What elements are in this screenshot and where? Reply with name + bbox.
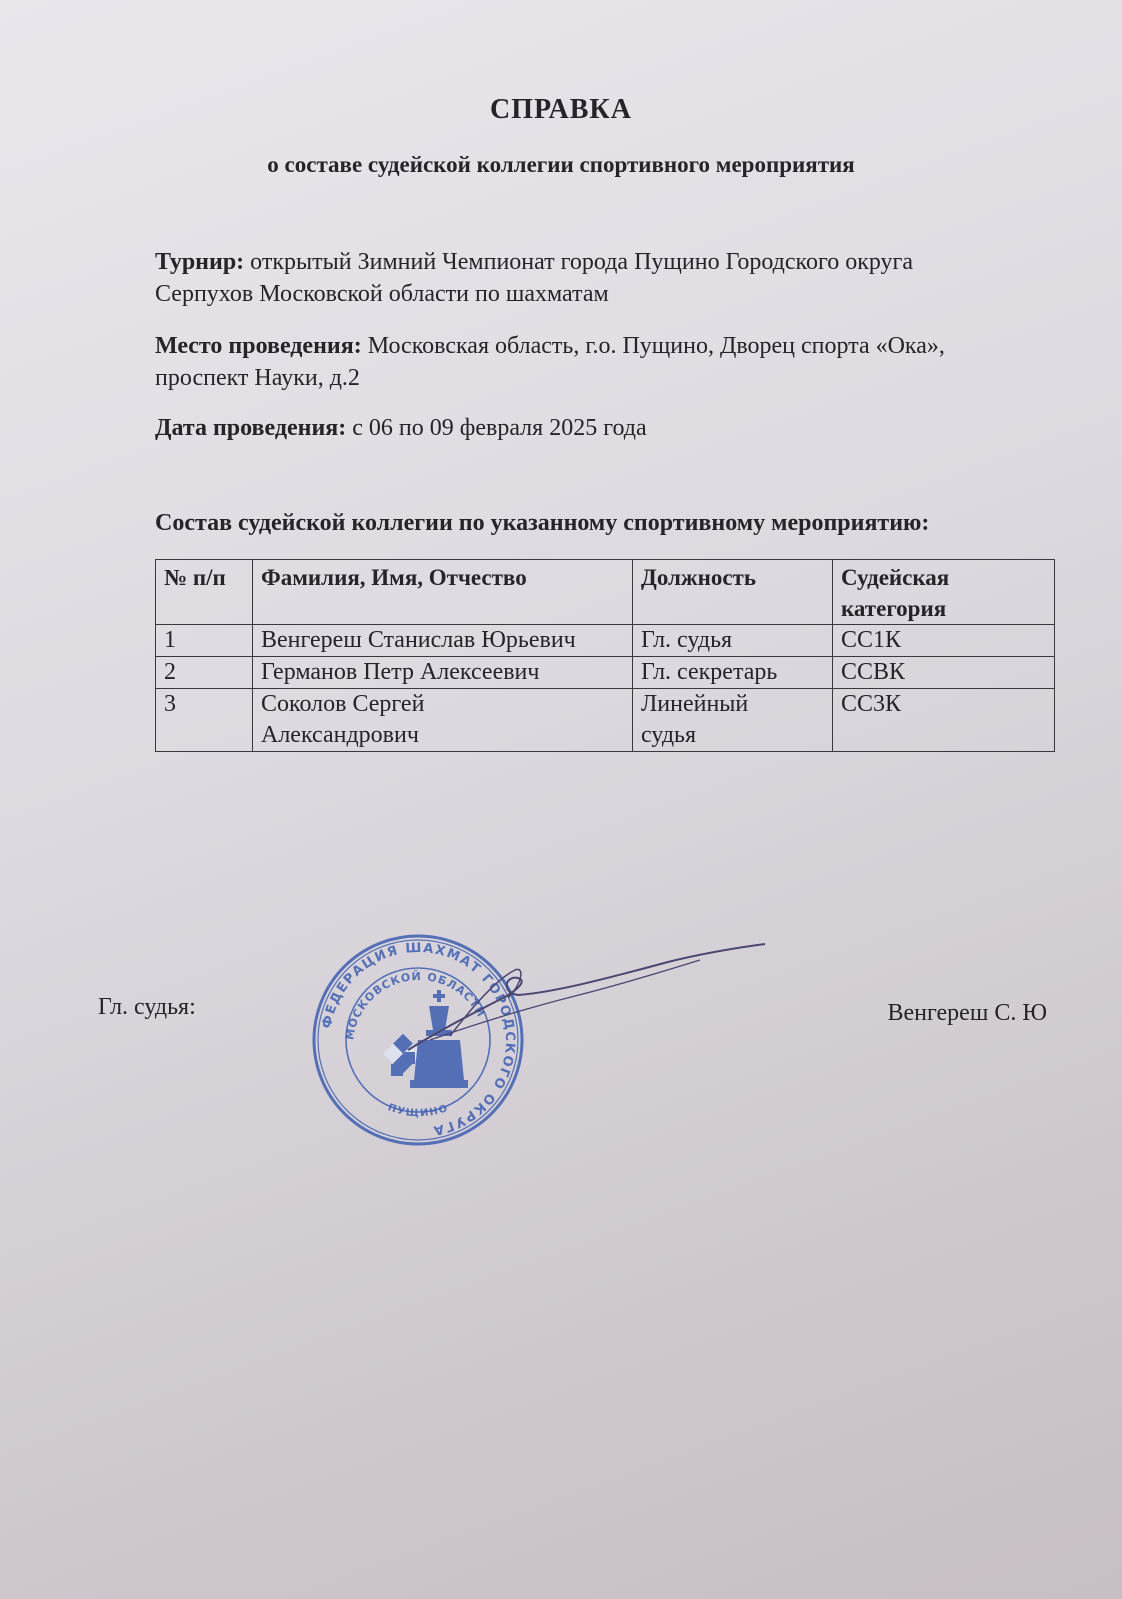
header-category-line1: Судейская	[841, 565, 950, 590]
section-heading: Состав судейской коллегии по указанному спортивному мероприятию:	[155, 510, 930, 536]
header-category-line2: категория	[841, 596, 947, 621]
cell-category: СС3К	[833, 689, 1055, 752]
place-value-line2: проспект Науки, д.2	[155, 365, 360, 391]
document-subtitle: о составе судейской коллегии спортивного мероприятия	[267, 152, 855, 177]
header-category	[833, 560, 1055, 625]
header-position: Должность	[633, 560, 833, 625]
cell-position: Гл. секретарь	[633, 657, 833, 689]
document-title: СПРАВКА	[490, 94, 632, 125]
cell-position-line2: судья	[641, 722, 697, 748]
cell-position-line1: Линейный	[641, 691, 749, 717]
tournament-info	[155, 246, 1055, 310]
stamp-outer-text: ФЕДЕРАЦИЯ ШАХМАТ ГОРОДСКОГО ОКРУГА	[319, 940, 518, 1138]
cell-name: Венгереш Станислав Юрьевич	[253, 625, 633, 657]
cell-category: СС1К	[833, 625, 1055, 657]
signature-role: Гл. судья:	[98, 994, 196, 1020]
tournament-value-line1: открытый Зимний Чемпионат города Пущино Городского округа	[250, 249, 914, 275]
handwritten-signature	[400, 940, 770, 1080]
stamp-bottom-text: ПУЩИНО	[386, 1102, 451, 1120]
cell-number: 3	[156, 689, 253, 752]
cell-name	[253, 689, 633, 752]
tournament-value-line2: Серпухов Московской области по шахматам	[155, 281, 609, 307]
table-row	[156, 657, 1055, 689]
cell-position	[633, 689, 833, 752]
place-info	[155, 330, 1055, 394]
place-label: Место проведения:	[155, 333, 362, 359]
cell-category: ССВК	[833, 657, 1055, 689]
header-name: Фамилия, Имя, Отчество	[253, 560, 633, 625]
signature-name: Венгереш С. Ю	[887, 1000, 1047, 1026]
cell-number: 2	[156, 657, 253, 689]
table-row	[156, 625, 1055, 657]
date-info	[155, 412, 1055, 444]
header-number: № п/п	[156, 560, 253, 625]
cell-name-line2: Александрович	[261, 722, 419, 748]
date-value: с 06 по 09 февраля 2025 года	[352, 415, 647, 441]
cell-name: Германов Петр Алексеевич	[253, 657, 633, 689]
judges-table	[155, 559, 1055, 752]
cell-name-line1: Соколов Сергей	[261, 691, 425, 717]
date-label: Дата проведения:	[155, 415, 347, 441]
place-value-line1: Московская область, г.о. Пущино, Дворец спорта «Ока»,	[367, 333, 945, 359]
cell-number: 1	[156, 625, 253, 657]
tournament-label: Турнир:	[155, 249, 245, 275]
stamp-inner-text: МОСКОВСКОЙ ОБЛАСТИ	[343, 969, 488, 1041]
cell-position: Гл. судья	[633, 625, 833, 657]
table-row	[156, 689, 1055, 752]
table-header-row	[156, 560, 1055, 625]
